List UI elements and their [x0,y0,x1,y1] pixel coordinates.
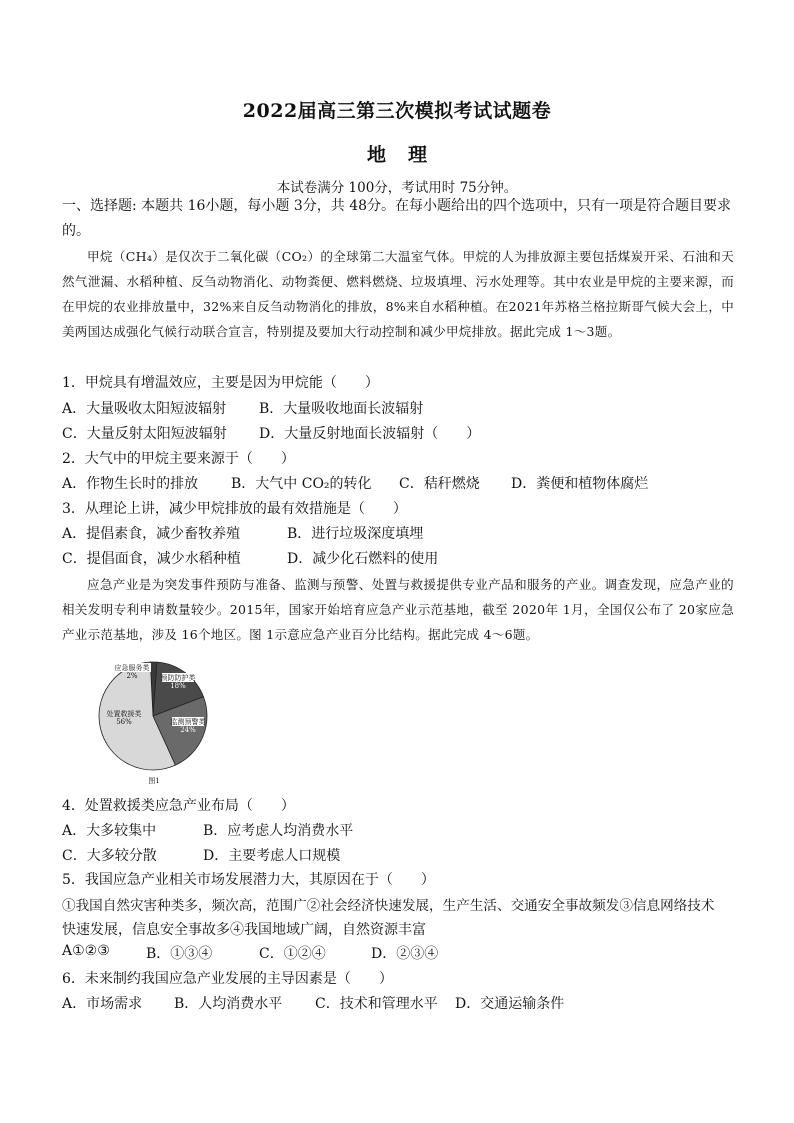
question-1-stem: 1．甲烷具有增温效应，主要是因为甲烷能（ ） [62,375,379,391]
question-3-option-a[interactable]: A．提倡素食，减少畜牧养殖 [62,526,241,542]
pie-value-label-3: 24% [180,726,196,734]
question-2-option-c[interactable]: C．秸秆燃烧 [399,476,480,492]
question-3-option-b[interactable]: B．进行垃圾深度填埋 [287,526,424,542]
question-2-option-b[interactable]: B．大气中 CO₂的转化 [231,476,372,492]
question-4-option-a[interactable]: A．大多较集中 [62,823,157,839]
question-6-option-c[interactable]: C．技术和管理水平 [315,996,438,1012]
pie-value-label-1: 2% [126,672,138,680]
question-1-option-c[interactable]: C．大量反射太阳短波辐射 [62,426,227,442]
exam-info: 本试卷满分 100分，考试用时 75分钟。 [276,180,518,196]
question-5-option-c[interactable]: C．①②④ [259,946,326,962]
question-4-option-d[interactable]: D．主要考虑人口规模 [203,848,341,864]
question-5-stem: 5．我国应急产业相关市场发展潜力大，其原因在于（ ） [62,872,435,888]
passage-emergency-industry: 应急产业是为突发事件预防与准备、监测与预警、处置与救援提供专业产品和服务的产业。调查发现，应急产业的相关发明专利申请数量较少。2015年，国家开始培育应急产业示范基地，截至 2020年 1月，全国仅公布了 20家应急产业示范基地，涉及 16个地区。图 1示意应急产业百分比结构。据此完成 4～6题。 [62,577,734,642]
question-3-stem: 3．从理论上讲，减少甲烷排放的最有效措施是（ ） [62,501,407,517]
question-2-option-a[interactable]: A．作物生长时的排放 [62,476,199,492]
section-instruction: 一、选择题: 本题共 16小题，每小题 3分，共 48分。在每小题给出的四个选项中，只有一项是符合题目要求的。 [62,198,732,239]
subject-title: 地理 [366,144,449,166]
question-6-option-d[interactable]: D．交通运输条件 [455,996,565,1012]
question-4-option-b[interactable]: B．应考虑人均消费水平 [203,823,354,839]
question-4-option-c[interactable]: C．大多较分散 [62,848,157,864]
pie-chart [90,660,222,788]
pie-label-text-4: 处置救援类 [106,710,142,718]
question-6-stem: 6．未来制约我国应急产业发展的主导因素是（ ） [62,971,393,987]
question-4-stem: 4．处置救援类应急产业布局（ ） [62,798,295,814]
figure-caption: 图1 [148,777,160,785]
passage-methane: 甲烷（CH₄）是仅次于二氧化碳（CO₂）的全球第二大温室气体。甲烷的人为排放源主要包括煤炭开采、石油和天然气泄漏、水稻种植、反刍动物消化、动物粪便、燃料燃烧、垃圾填埋、污水处理等。其中农业是甲烷的主要来源，而在甲烷的农业排放量中，32%来自反刍动物消化的排放，8%来自水稻种植。在2021年苏格兰格拉斯哥气候大会上，中美两国达成强化气候行动联合宣言，特别提及要加大行动控制和减少甲烷排放。据此完成 1～3题。 [62,249,734,339]
question-1-option-d[interactable]: D．大量反射地面长波辐射（ ） [259,426,481,442]
question-5-statements-line-2: 快速发展，信息安全事故多④我国地域广阔，自然资源丰富 [62,922,426,938]
question-5-option-a[interactable]: A①②③ [62,943,110,959]
question-3-option-d[interactable]: D．减少化石燃料的使用 [287,551,439,567]
question-1-option-b[interactable]: B．大量吸收地面长波辐射 [259,401,424,417]
question-6-option-a[interactable]: A．市场需求 [62,996,143,1012]
question-2-option-d[interactable]: D．粪便和植物体腐烂 [511,476,649,492]
question-1-option-a[interactable]: A．大量吸收太阳短波辐射 [62,401,227,417]
question-2-stem: 2．大气中的甲烷主要来源于（ ） [62,451,295,467]
question-5-option-d[interactable]: D．②③④ [371,946,439,962]
question-5-statements-line-1: ①我国自然灾害种类多，频次高，范围广②社会经济快速发展，生产生活、交通安全事故频发③信息网络技术 [62,898,715,914]
exam-title: 2022届高三第三次模拟考试试题卷 [242,100,552,122]
pie-label-text-1: 应急服务类 [114,664,150,672]
pie-value-label-2: 18% [170,682,186,690]
pie-chart-figure-1 [90,660,222,788]
pie-label-text-3: 监测预警类 [170,718,206,726]
question-5-option-b[interactable]: B．①③④ [146,946,213,962]
question-3-option-c[interactable]: C．提倡面食，减少水稻种植 [62,551,241,567]
pie-value-label-4: 56% [116,718,132,726]
question-6-option-b[interactable]: B．人均消费水平 [174,996,283,1012]
pie-label-text-2: 预防防护类 [160,674,196,682]
